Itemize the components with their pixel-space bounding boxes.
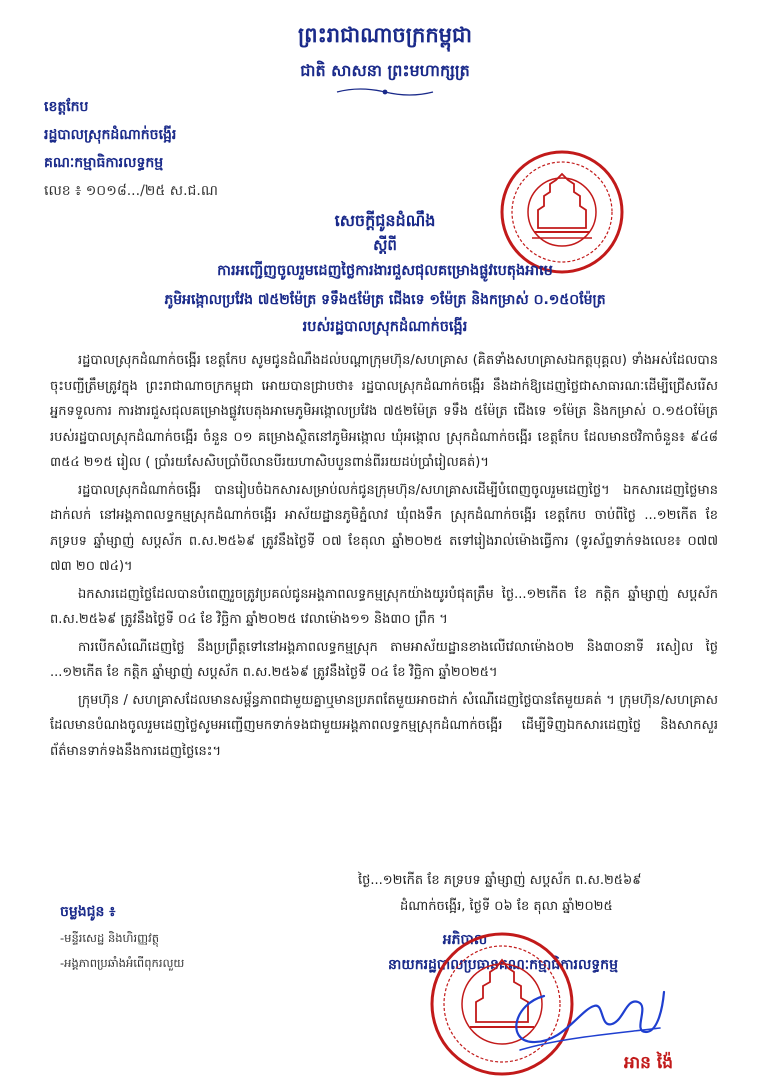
- issuer-committee: គណៈកម្មាធិការលទ្ធកម្ម: [44, 155, 164, 171]
- ornament-divider: [335, 86, 435, 98]
- cc-title: ចម្លងជូន ៖: [60, 904, 116, 920]
- notice-subject-line-2: ភូមិអង្កោលប្រវែង ៧៥២ម៉ែត្រ ទទឹង៥ម៉ែត្រ ជើងទេ ១ម៉ែត្រ និងកម្រាស់ ០.១៥០ម៉ែត្រ: [164, 292, 606, 308]
- lunar-date: ថ្ងៃ...១២កើត ខែ ភទ្របទ ឆ្នាំម្សាញ់ សប្តស័ក ព.ស.២៥៦៩: [358, 873, 642, 888]
- national-motto: ជាតិ សាសនា ព្រះមហាក្សត្រ: [300, 61, 470, 80]
- solar-date: ដំណាក់ចង្អើរ, ថ្ងៃទី ០៦ ខែ តុលា ឆ្នាំ២០២៥: [400, 899, 613, 914]
- issuer-district: រដ្ឋបាលស្រុកដំណាក់ចង្អើរ: [44, 127, 177, 143]
- notice-subject-line-3: របស់រដ្ឋបាលស្រុកដំណាក់ចង្អើរ: [302, 319, 468, 335]
- body-paragraph-documents: រដ្ឋបាលស្រុកដំណាក់ចង្អើរ បានរៀបចំឯកសារសម្រាប់លក់ជូនក្រុមហ៊ុន/សហគ្រាសដើម្បីបំពេញចូលរួមដេញថ្លៃ។ ឯកសារដេញថ្លៃមានដាក់លក់ នៅអង្គភាពលទ្ធកម្មស្រុកដំណាក់ចង្អើរ អាស័យដ្ឋានភូមិភ្នំលាវ ឃុំពងទឹក ស្រុកដំណាក់ចង្អើរ ខេត្តកែប ចាប់ពីថ្ងៃ ...១២កើត ខែ ភទ្របទ ឆ្នាំម្សាញ់ សប្តស័ក ព.ស.២៥៦៩ ត្រូវនឹងថ្ងៃទី ០៧ ខែតុលា ឆ្នាំ២០២៥ តទៅរៀងរាល់ម៉ោងធ្វើការ (ទូរស័ព្ទទាក់ទងលេខ៖ ០៧៧ ៧៣ ២០ ៧៤)។: [50, 482, 718, 574]
- issuer-province: ខេត្តកែប: [44, 99, 89, 115]
- body-paragraph-eligibility: ក្រុមហ៊ុន / សហគ្រាសដែលមានសម្ព័ន្ធភាពជាមួយគ្នាឬមានប្រភពតែមួយអាចដាក់ សំណើដេញថ្លៃបានតែមួយគត់ ។ ក្រុមហ៊ុន/សហគ្រាស ដែលមានបំណងចូលរួមដេញថ្លៃសូមអញ្ជើញមកទាក់ទងជាមួយអង្គភាពលទ្ធកម្មស្រុកដំណាក់ចង្អើរ ដើម្បីទិញឯកសារដេញថ្លៃ និងសាកសួរព័ត៌មានទាក់ទងនឹងការដេញថ្លៃនេះ។: [50, 692, 718, 759]
- notice-body: [50, 348, 718, 764]
- signatory-title: នាយករដ្ឋបាលប្រធានគណៈកម្មាធិការលទ្ធកម្ម: [388, 957, 618, 973]
- cc-item: -អង្គភាពប្រឆាំងអំពើពុករលួយ: [60, 956, 185, 970]
- reference-number: លេខ ៖ ១០១៨.../២៥ ស.ជ.ណ: [44, 183, 218, 199]
- handwritten-signature: [500, 980, 670, 1060]
- signatory-role: អភិបាល: [442, 932, 488, 948]
- kingdom-heading: ព្រះរាជាណាចក្រកម្ពុជា: [297, 22, 472, 47]
- notice-title: សេចក្តីជូនដំណឹង: [334, 211, 436, 230]
- body-paragraph-budget: រដ្ឋបាលស្រុកដំណាក់ចង្អើរ ខេត្តកែប សូមជូនដំណឹងដល់បណ្តាក្រុមហ៊ុន/សហគ្រាស (គិតទាំងសហគ្រាសឯកត្តបុគ្គល) ទាំងអស់ដែលបានចុះបញ្ជីត្រឹមត្រូវក្នុង ព្រះរាជាណាចក្រកម្ពុជា អោយបានជ្រាបថា៖ រដ្ឋបាលស្រុកដំណាក់ចង្អើរ នឹងដាក់ឱ្យដេញថ្លៃជាសាធារណៈដើម្បីជ្រើសរើសអ្នកទទួលការ ការងារជួសជុលគម្រោងផ្លូវបេតុងអាមេភូមិអង្កោលប្រវែង ៧៥២ម៉ែត្រ ទទឹង ៥ម៉ែត្រ ជើងទេ ១ម៉ែត្រ និងកម្រាស់ ០.១៥០ម៉ែត្រ របស់រដ្ឋបាលស្រុកដំណាក់ចង្អើរ ចំនួន ០១ គម្រោងស្ថិតនៅភូមិអង្កោល ឃុំអង្កោល ស្រុកដំណាក់ចង្អើរ ខេត្តកែប ដែលមានថវិកាចំនួន៖ ៩៤៨ ៣៥៤ ២១៥ រៀល ( ប្រាំរយសែសិបប្រាំបីលានបីរយហាសិបបួនពាន់ពីររយដប់ប្រាំរៀលគត់)។: [50, 353, 718, 470]
- signatory-name: អាន ង៉ៃ: [624, 1053, 674, 1073]
- notice-subject-label: ស្តីពី: [373, 236, 397, 254]
- notice-subject-line-1: ការអញ្ជើញចូលរួមដេញថ្លៃការងារជួសជុលគម្រោងផ្លូវបេតុងអាមេ: [217, 263, 553, 279]
- body-paragraph-opening: ការបើកសំណើដេញថ្លៃ នឹងប្រព្រឹត្តទៅនៅអង្គភាពលទ្ធកម្មស្រុក តាមអាស័យដ្ឋានខាងលើវេលាម៉ោង០២ និង៣០នាទី រសៀល ថ្ងៃ ...១២កើត ខែ កត្តិក ឆ្នាំម្សាញ់ សប្តស័ក ព.ស.២៥៦៩ ត្រូវនឹងថ្ងៃទី ០៤ ខែ វិច្ឆិកា ឆ្នាំ២០២៥។: [50, 639, 718, 680]
- body-paragraph-submission: ឯកសារដេញថ្លៃដែលបានបំពេញរួចត្រូវប្រគល់ជូនអង្គភាពលទ្ធកម្មស្រុកយ៉ាងយូរបំផុតត្រឹម ថ្ងៃ...១២កើត ខែ កត្តិក ឆ្នាំម្សាញ់ សប្តស័ក ព.ស.២៥៦៩ ត្រូវនឹងថ្ងៃទី ០៤ ខែ វិច្ឆិកា ឆ្នាំ២០២៥ វេលាម៉ោង១១ និង៣០ ព្រឹក ។: [50, 586, 718, 627]
- cc-item: -មន្ទីរសេដ្ឋ និងហិរញ្ញវត្ថុ: [60, 931, 160, 945]
